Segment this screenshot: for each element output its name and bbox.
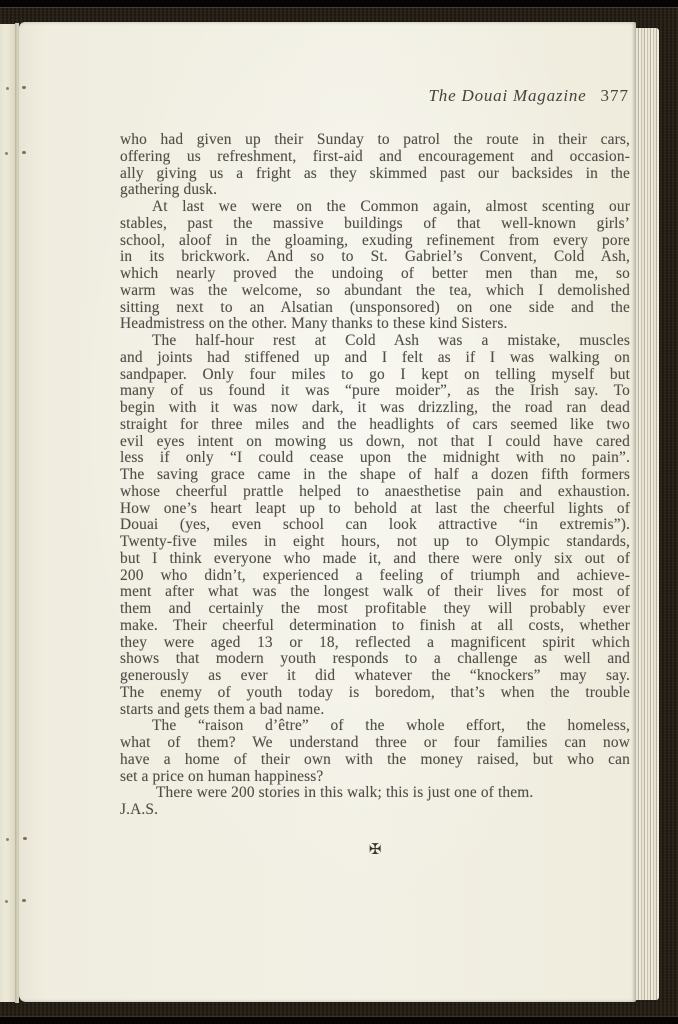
text-line: ment after what was the longest walk of their lives for most of bbox=[120, 583, 630, 601]
text-line: which nearly proved the undoing of better men than me, so bbox=[120, 265, 630, 282]
stitch-mark bbox=[5, 152, 8, 155]
text-line: offering us refreshment, first-aid and encouragement and occasion- bbox=[120, 147, 630, 165]
text-block bbox=[120, 132, 630, 819]
text-line: many of us found it was “pure moider”, as the Irish say. To bbox=[120, 382, 630, 400]
paragraph bbox=[120, 132, 630, 199]
author-initials: J.A.S. bbox=[120, 801, 159, 818]
text-line: The “raison d’être” of the whole effort, the homeless, bbox=[152, 717, 630, 735]
text-line: generously as ever it did whatever the “knockers” may say. bbox=[120, 667, 630, 684]
text-line: evil eyes intent on mowing us down, not that I could have cared bbox=[120, 432, 630, 450]
text-line: Headmistress on the other. Many thanks to these kind Sisters. bbox=[120, 315, 508, 333]
text-line: At last we were on the Common again, almost scenting our bbox=[152, 198, 630, 215]
text-line: set a price on human happiness? bbox=[120, 767, 324, 785]
text-line: straight for three miles and the headlights of cars seemed like two bbox=[120, 415, 630, 433]
text-line: who had given up their Sunday to patrol the route in their cars, bbox=[120, 131, 630, 148]
paragraph bbox=[120, 199, 630, 333]
journal-title: The Douai Magazine bbox=[428, 86, 587, 105]
text-line: have a home of their own with the money raised, but who can bbox=[120, 750, 630, 768]
maltese-cross-ornament: ✠ bbox=[368, 840, 382, 858]
text-line: and joints had stiffened up and I felt as if I was walking on bbox=[120, 348, 630, 366]
text-line: starts and gets them a bad name. bbox=[120, 700, 325, 718]
stitch-mark bbox=[22, 86, 26, 89]
paragraph bbox=[120, 333, 630, 718]
text-line: warm was the welcome, so abundant the tea, which I demolished bbox=[120, 281, 630, 299]
paragraph bbox=[120, 785, 630, 802]
page-edges-stack bbox=[636, 28, 659, 1000]
stitch-mark bbox=[6, 838, 9, 841]
stitch-mark bbox=[6, 87, 9, 90]
text-line: what of them? We understand three or four families can now bbox=[120, 734, 630, 751]
text-line: Twenty-five miles in eight hours, not up to Olympic standards, bbox=[120, 533, 630, 550]
text-line: The half-hour rest at Cold Ash was a mistake, muscles bbox=[152, 332, 630, 349]
text-line: they were aged 13 or 18, reflected a magnificent spirit which bbox=[120, 633, 630, 651]
stitch-mark bbox=[23, 837, 27, 840]
text-line: but I think everyone who made it, and there were only six out of bbox=[120, 549, 630, 567]
magazine-page bbox=[19, 22, 636, 1002]
text-line: The enemy of youth today is boredom, that’s when the trouble bbox=[120, 683, 630, 701]
text-line: Douai (yes, even school can look attractive “in extremis”). bbox=[120, 516, 630, 534]
paragraph bbox=[120, 718, 630, 785]
text-line: begin with it was now dark, it was drizzling, the road ran dead bbox=[120, 399, 630, 416]
text-line: ally giving us a fright as they skimmed past our backsides in the bbox=[120, 164, 630, 182]
stitch-mark bbox=[22, 899, 26, 902]
text-line: gathering dusk. bbox=[120, 181, 218, 199]
text-line: them and certainly the most profitable they will probably ever bbox=[120, 600, 630, 617]
facing-page-edge bbox=[0, 24, 15, 1002]
text-line: The saving grace came in the shape of half a dozen fifth formers bbox=[120, 466, 630, 483]
text-line: sandpaper. Only four miles to go I kept on telling myself but bbox=[120, 365, 630, 383]
text-line: less if only “I could cease upon the midnight with no pain”. bbox=[120, 449, 630, 467]
text-line: stables, past the massive buildings of that well-known girls’ bbox=[120, 214, 630, 232]
text-line: sitting next to an Alsatian (unsponsored) on one side and the bbox=[120, 298, 630, 316]
text-line: shows that modern youth responds to a challenge as well and bbox=[120, 650, 630, 668]
text-line: whose cheerful prattle helped to anaesthetise pain and exhaustion. bbox=[120, 482, 630, 500]
text-line: How one’s heart leapt up to behold at last the cheerful lights of bbox=[120, 499, 630, 517]
text-line: There were 200 stories in this walk; this is just one of them. bbox=[156, 784, 534, 802]
running-head bbox=[229, 86, 629, 106]
stitch-mark bbox=[22, 151, 26, 154]
stitch-mark bbox=[5, 900, 8, 903]
text-line: school, aloof in the gloaming, exuding refinement from every pore bbox=[120, 231, 630, 249]
page-number: 377 bbox=[600, 86, 629, 105]
text-line: in its brickwork. And so to St. Gabriel’s Convent, Cold Ash, bbox=[120, 248, 630, 266]
text-line: make. Their cheerful determination to finish at all costs, whether bbox=[120, 616, 630, 634]
text-line: 200 who didn’t, experienced a feeling of triumph and achieve- bbox=[120, 566, 630, 584]
